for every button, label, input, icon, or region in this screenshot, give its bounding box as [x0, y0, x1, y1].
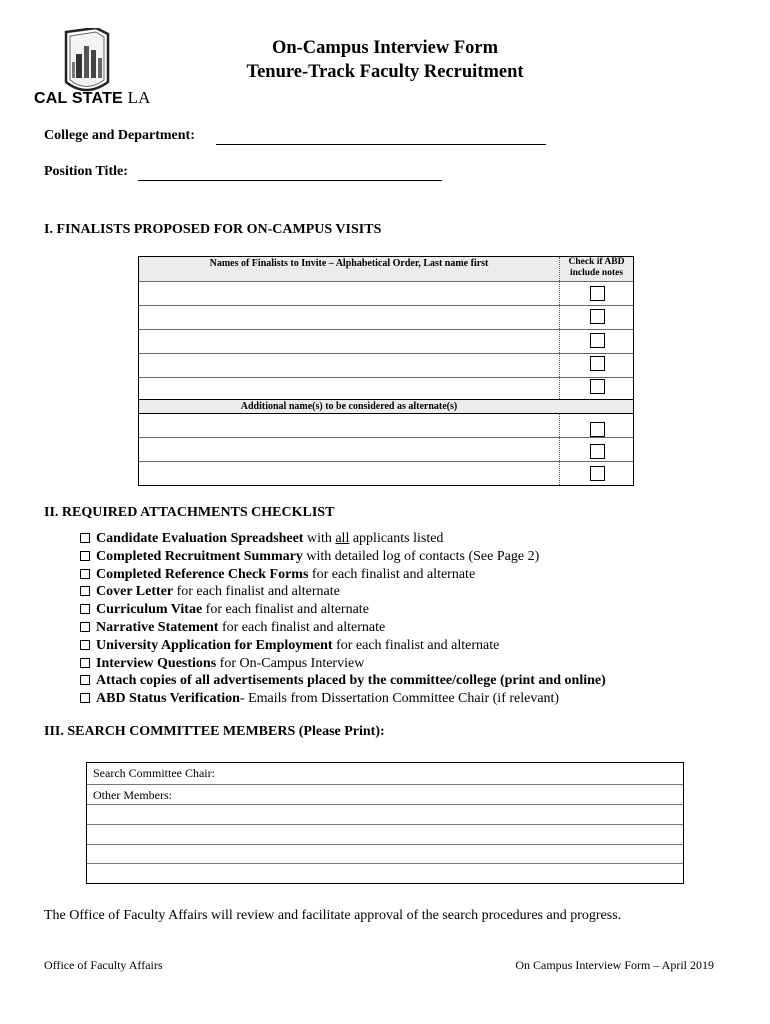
alternate-row[interactable] — [139, 437, 633, 461]
committee-table — [86, 762, 684, 884]
committee-member-row[interactable] — [87, 824, 683, 844]
finalist-row[interactable] — [139, 377, 633, 399]
footer-office: Office of Faculty Affairs — [44, 958, 163, 972]
committee-member-row[interactable] — [87, 844, 683, 863]
committee-chair-row[interactable] — [87, 763, 683, 784]
checklist-item: University Application for Employment for each finalist and alternate — [80, 637, 606, 655]
position-title-field[interactable] — [138, 180, 442, 181]
finalist-row[interactable] — [139, 329, 633, 353]
footer-form-version: On Campus Interview Form – April 2019 — [515, 958, 714, 972]
section-committee-heading: III. SEARCH COMMITTEE MEMBERS (Please Print): — [44, 724, 385, 739]
names-column-header: Names of Finalists to Invite – Alphabetical Order, Last name first — [139, 257, 559, 281]
alternates-header-row — [139, 399, 633, 413]
checklist-item: Narrative Statement for each finalist and alternate — [80, 619, 606, 637]
checklist-item: Completed Reference Check Forms for each finalist and alternate — [80, 566, 606, 584]
checklist-item: Cover Letter for each finalist and alternate — [80, 583, 606, 601]
committee-member-row[interactable] — [87, 804, 683, 824]
committee-member-row[interactable] — [87, 863, 683, 883]
review-note: The Office of Faculty Affairs will review and facilitate approval of the search procedures and progress. — [44, 908, 622, 923]
abd-checkbox[interactable] — [590, 379, 605, 394]
checkbox-icon[interactable] — [80, 622, 90, 632]
section-attachments-heading: II. REQUIRED ATTACHMENTS CHECKLIST — [44, 505, 335, 520]
checkbox-icon[interactable] — [80, 551, 90, 561]
committee-members-row[interactable] — [87, 784, 683, 804]
abd-checkbox[interactable] — [590, 356, 605, 371]
checklist-item: Interview Questions for On-Campus Interview — [80, 655, 606, 673]
attachments-checklist — [80, 530, 606, 708]
alternate-row[interactable] — [139, 413, 633, 437]
checklist-item: Completed Recruitment Summary with detailed log of contacts (See Page 2) — [80, 548, 606, 566]
abd-checkbox[interactable] — [590, 466, 605, 481]
finalist-row[interactable] — [139, 305, 633, 329]
abd-checkbox[interactable] — [590, 309, 605, 324]
section-finalists-heading: I. FINALISTS PROPOSED FOR ON-CAMPUS VISITS — [44, 222, 382, 237]
abd-header-line1: Check if ABD — [568, 257, 625, 267]
form-title: On-Campus Interview Form — [271, 38, 499, 58]
checklist-item: ABD Status Verification- Emails from Dissertation Committee Chair (if relevant) — [80, 690, 606, 708]
alternates-header: Additional name(s) to be considered as alternate(s) — [240, 401, 458, 412]
alternate-row[interactable] — [139, 461, 633, 485]
checkbox-icon[interactable] — [80, 569, 90, 579]
abd-checkbox[interactable] — [590, 444, 605, 459]
college-department-label: College and Department: — [44, 128, 195, 143]
checklist-item: Curriculum Vitae for each finalist and alternate — [80, 601, 606, 619]
committee-members-label: Other Members: — [93, 788, 172, 802]
checklist-item: Candidate Evaluation Spreadsheet with all applicants listed — [80, 530, 606, 548]
abd-checkbox[interactable] — [590, 422, 605, 437]
college-department-field[interactable] — [216, 144, 546, 145]
checkbox-icon[interactable] — [80, 693, 90, 703]
form-subtitle: Tenure-Track Faculty Recruitment — [246, 62, 524, 82]
committee-chair-label: Search Committee Chair: — [93, 766, 215, 780]
finalists-table — [138, 256, 634, 486]
checkbox-icon[interactable] — [80, 604, 90, 614]
checkbox-icon[interactable] — [80, 658, 90, 668]
abd-checkbox[interactable] — [590, 333, 605, 348]
checklist-item: Attach copies of all advertisements placed by the committee/college (print and online) — [80, 672, 606, 690]
finalist-row[interactable] — [139, 281, 633, 305]
abd-header-line2: include notes — [569, 268, 624, 278]
checkbox-icon[interactable] — [80, 675, 90, 685]
checkbox-icon[interactable] — [80, 586, 90, 596]
logo-wordmark: CAL STATE LA — [34, 88, 151, 107]
checkbox-icon[interactable] — [80, 640, 90, 650]
position-title-label: Position Title: — [44, 164, 128, 179]
abd-checkbox[interactable] — [590, 286, 605, 301]
abd-column-header — [560, 257, 633, 281]
finalist-row[interactable] — [139, 353, 633, 377]
checkbox-icon[interactable] — [80, 533, 90, 543]
